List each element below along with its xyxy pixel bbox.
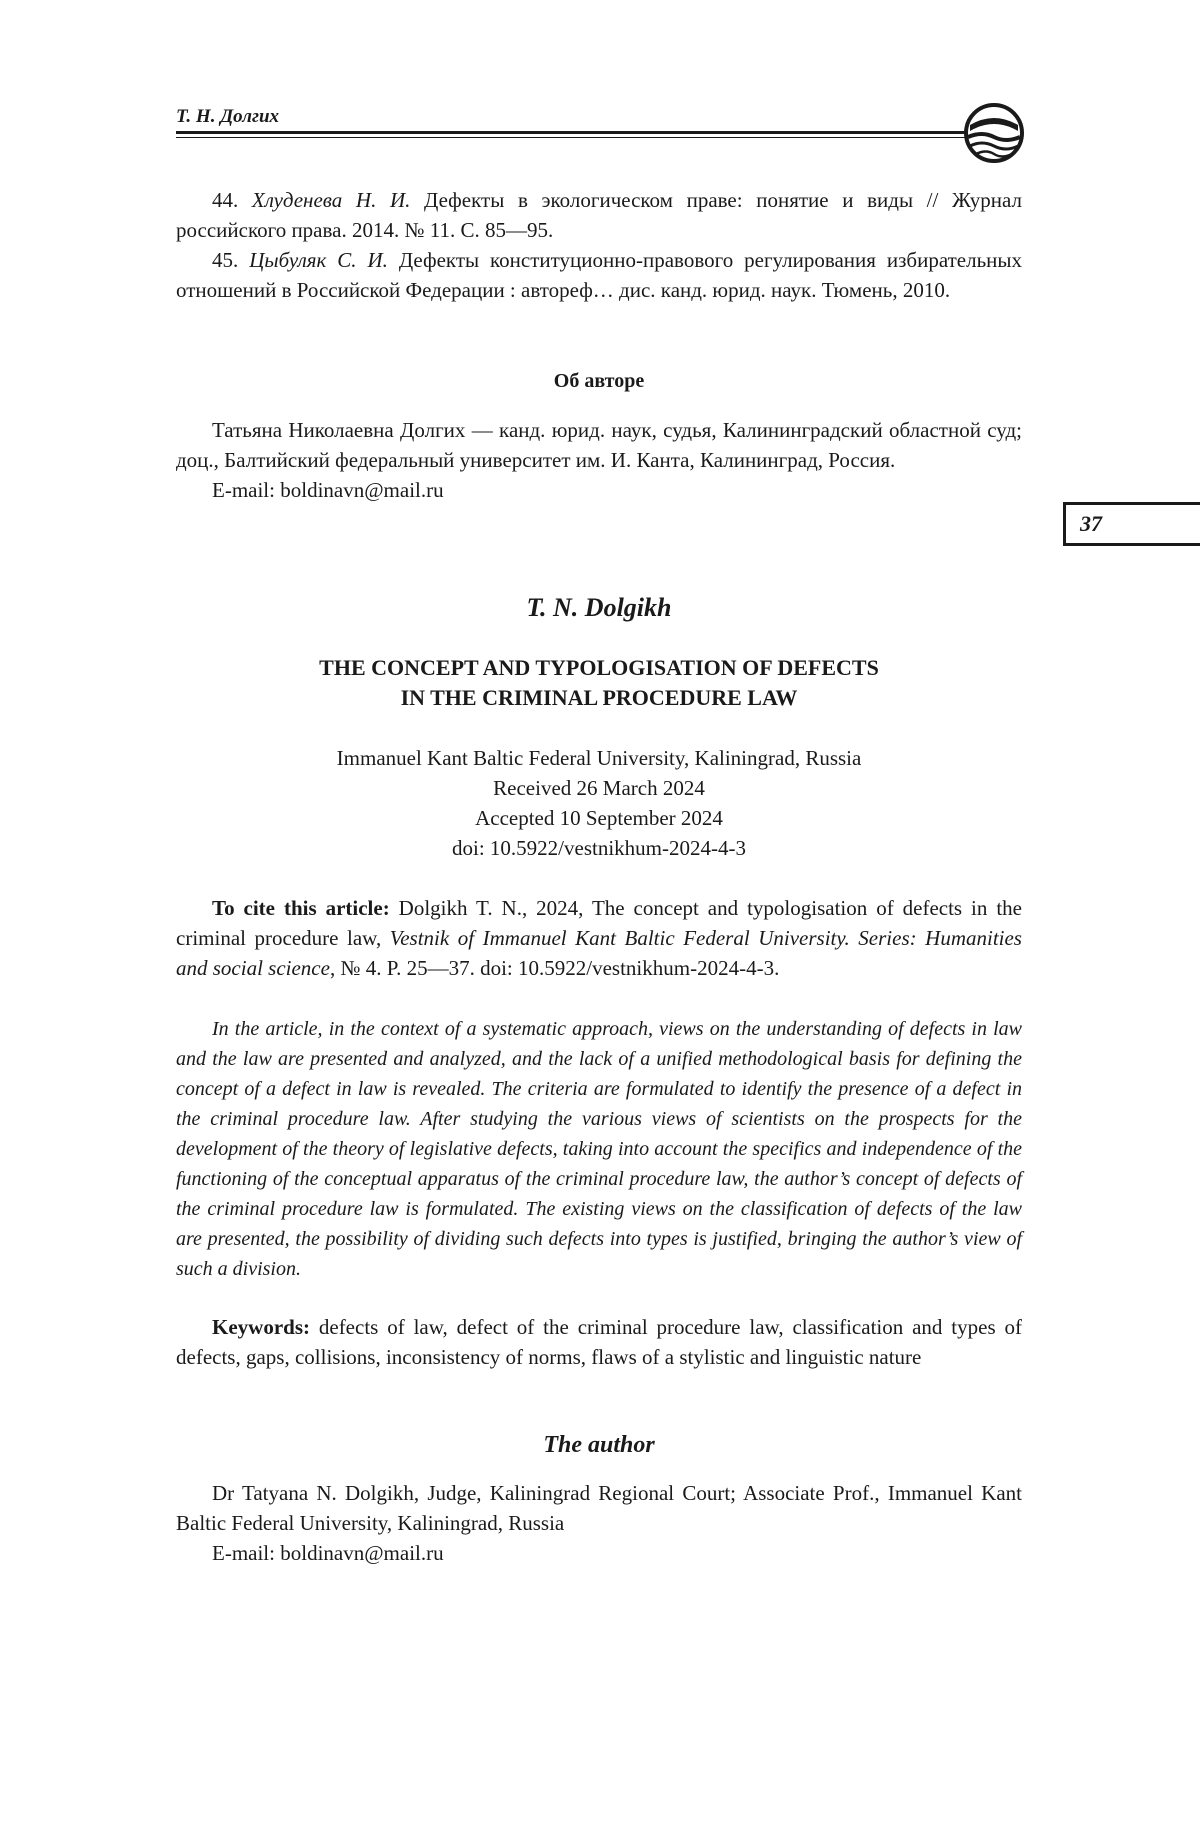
citation-block — [176, 893, 1022, 983]
reference-item: 44. Хлуденева Н. И. Дефекты в экологическом праве: понятие и виды // Журнал российского права. 2014. № 11. С. 85—95. — [176, 188, 1022, 242]
author-email-ru: E-mail: boldinavn@mail.ru — [212, 478, 444, 502]
about-author-ru-heading: Об авторе — [553, 370, 645, 392]
journal-logo-icon — [962, 101, 1026, 165]
running-header-author: Т. Н. Долгих — [176, 106, 280, 127]
accepted-date: Accepted 10 September 2024 — [475, 806, 723, 830]
about-author-ru — [176, 415, 1022, 505]
reference-item: 45. Цыбуляк С. И. Дефекты конституционно-правового регулирования избирательных отношений в Российской Федерации : автореф… дис. канд. юрид. наук. Тюмень, 2010. — [176, 248, 1023, 302]
received-date: Received 26 March 2024 — [493, 776, 705, 800]
abstract-block — [176, 1014, 1022, 1284]
keywords-label: Keywords: — [212, 1315, 310, 1339]
article-title-line: THE CONCEPT AND TYPOLOGISATION OF DEFECTS — [319, 655, 879, 680]
affiliation: Immanuel Kant Baltic Federal University, Kaliningrad, Russia — [336, 746, 862, 770]
doi: doi: 10.5922/vestnikhum-2024-4-3 — [452, 836, 746, 860]
page-number: 37 — [1063, 502, 1200, 546]
author-email-en: E-mail: boldinavn@mail.ru — [212, 1541, 444, 1565]
citation: To cite this article: Dolgikh T. N., 2024, The concept and typologisation of defects in the criminal procedure law, Vestnik of Immanuel Kant Baltic Federal University. Series: Humanities and social science, № 4. P. 25—37. doi: 10.5922/vestnikhum-2024-4-3. — [176, 896, 1022, 980]
article-author: T. N. Dolgikh — [526, 593, 672, 622]
header-rule-thick — [176, 131, 966, 134]
about-author-en — [176, 1478, 1022, 1568]
author-bio-ru: Татьяна Николаевна Долгих — канд. юрид. наук, судья, Калининградский областной суд; доц., Балтийский федеральный университет им. И. Канта, Калининград, Россия. — [176, 418, 1022, 472]
about-author-en-heading: The author — [543, 1432, 655, 1458]
journal-name: Vestnik of Immanuel Kant Baltic Federal University. Series: Humanities and social science — [176, 926, 1022, 980]
article-title — [176, 653, 1022, 713]
keywords-block — [176, 1312, 1022, 1372]
author-bio-en: Dr Tatyana N. Dolgikh, Judge, Kaliningrad Regional Court; Associate Prof., Immanuel Kant Baltic Federal University, Kaliningrad, Russia — [176, 1481, 1022, 1535]
keywords: Keywords: defects of law, defect of the criminal procedure law, classification and types of defects, gaps, collisions, inconsistency of norms, flaws of a stylistic and linguistic nature — [176, 1315, 1022, 1369]
article-meta — [176, 743, 1022, 863]
abstract: In the article, in the context of a systematic approach, views on the understanding of defects in law and the law are presented and analyzed, and the lack of a unified methodological basis for defining the concept of a defect in law is revealed. The criteria are formulated to identify the presence of a defect in the criminal procedure law. After studying the various views of scientists on the prospects for the development of the theory of legislative defects, taking into account the specifics and independence of the functioning of the conceptual apparatus of the criminal procedure law, the author’s concept of defects of the criminal procedure law is formulated. The existing views on the classification of defects of the law are presented, the possibility of dividing such defects into types is justified, bringing the author’s view of such a division. — [176, 1018, 1022, 1280]
header-rule-thin — [176, 137, 966, 138]
article-title-line: IN THE CRIMINAL PROCEDURE LAW — [400, 685, 798, 710]
reference-list — [176, 185, 1022, 305]
citation-label: To cite this article: — [212, 896, 390, 920]
